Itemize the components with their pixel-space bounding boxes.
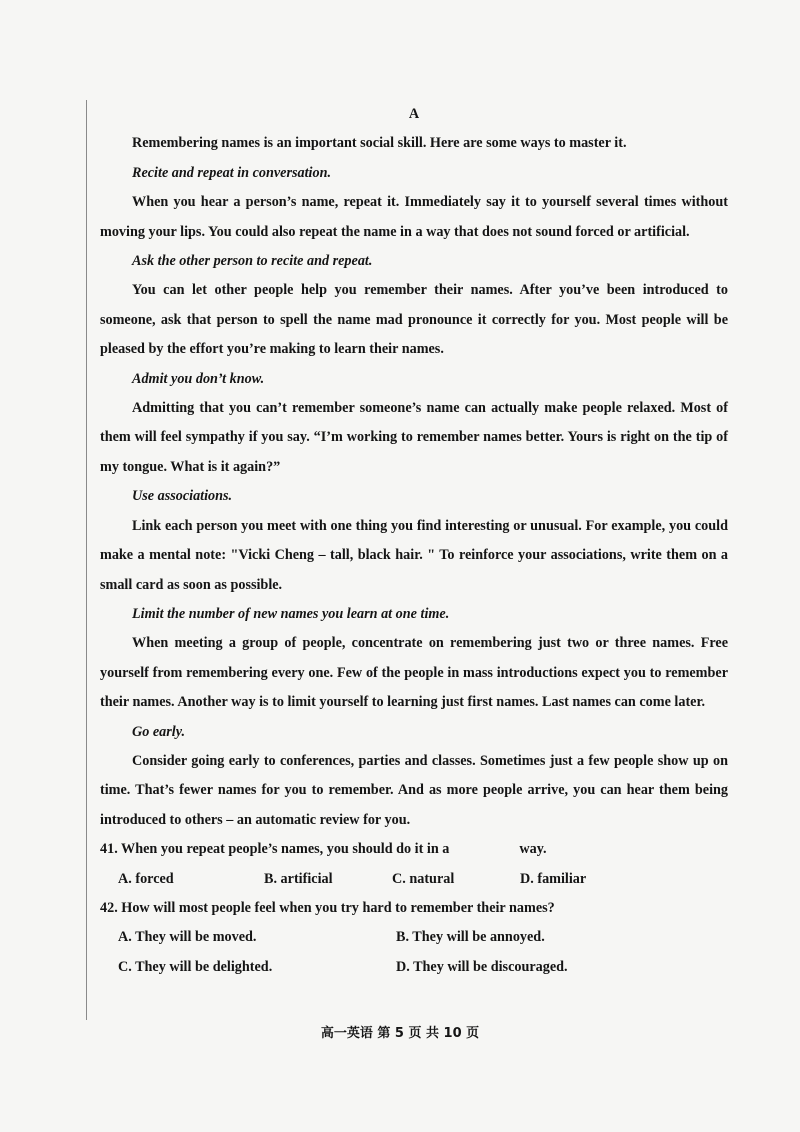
question-42-options-row1 <box>100 923 728 952</box>
paragraph-limit: When meeting a group of people, concentrate on remembering just two or three names. Free yourself from remembering every one. Few of the people in mass introductions expect you to remember their names. Another way is to limit yourself to learning just first names. Last names can come later. <box>100 635 728 711</box>
heading-early: Go early. <box>132 723 186 740</box>
heading-limit: Limit the number of new names you learn at one time. <box>132 605 450 622</box>
binding-margin-line <box>86 100 87 1020</box>
question-42-stem: 42. How will most people feel when you try hard to remember their names? <box>100 899 555 916</box>
paragraph-recite: When you hear a person’s name, repeat it. Immediately say it to yourself several times without moving your lips. You could also repeat the name in a way that does not sound forced or artificial. <box>100 194 728 240</box>
option-42-b[interactable]: B. They will be annoyed. <box>396 929 545 946</box>
exam-page <box>100 100 728 982</box>
option-42-a[interactable]: A. They will be moved. <box>118 929 257 946</box>
passage-intro: Remembering names is an important social skill. Here are some ways to master it. <box>132 135 627 152</box>
heading-associations: Use associations. <box>132 488 233 505</box>
option-41-a[interactable]: A. forced <box>118 870 174 887</box>
heading-admit: Admit you don’t know. <box>132 370 265 387</box>
question-41-stem: 41. When you repeat people’s names, you should do it in a <box>100 841 450 858</box>
option-41-b[interactable]: B. artificial <box>264 870 333 887</box>
paragraph-early: Consider going early to conferences, parties and classes. Sometimes just a few people show up on time. That’s fewer names for you to remember. And as more people arrive, you can hear them being introduced to others – an automatic review for you. <box>100 752 728 828</box>
heading-recite: Recite and repeat in conversation. <box>132 164 332 181</box>
page-footer: 高一英语 第 5 页 共 10 页 <box>320 1026 480 1041</box>
section-title: A <box>408 106 420 122</box>
paragraph-admit: Admitting that you can’t remember someone’s name can actually make people relaxed. Most of them will feel sympathy if you say. “I’m working to remember names better. Yours is right on the tip of my tongue. What is it again?” <box>100 400 728 475</box>
question-41-options <box>100 865 728 894</box>
question-41-stem-end: way. <box>519 841 547 858</box>
question-41 <box>100 835 728 864</box>
option-41-d[interactable]: D. familiar <box>520 870 587 887</box>
option-41-c[interactable]: C. natural <box>392 870 455 887</box>
paragraph-ask: You can let other people help you remember their names. After you’ve been introduced to someone, ask that person to spell the name mad pronounce it correctly for you. Most people will be pleased by the effort you’re making to learn their names. <box>100 282 728 358</box>
option-42-d[interactable]: D. They will be discouraged. <box>396 958 568 975</box>
heading-ask: Ask the other person to recite and repeat. <box>132 253 373 270</box>
option-42-c[interactable]: C. They will be delighted. <box>118 958 273 975</box>
question-42-options-row2 <box>100 953 728 982</box>
paragraph-associations: Link each person you meet with one thing you find interesting or unusual. For example, you could make a mental note: "Vicki Cheng – tall, black hair. " To reinforce your associations, write them on a small card as soon as possible. <box>100 517 728 593</box>
